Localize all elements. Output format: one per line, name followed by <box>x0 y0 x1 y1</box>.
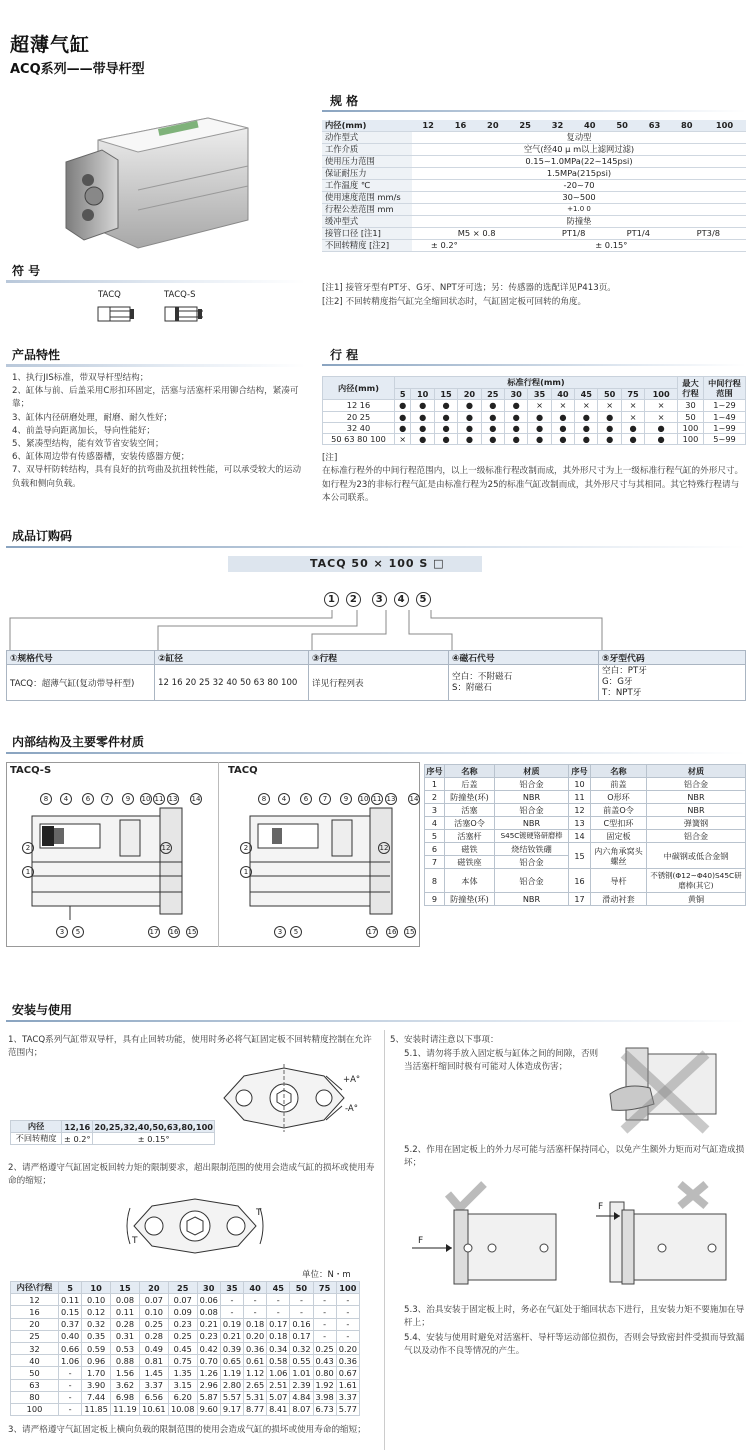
part-callout: 2 <box>240 842 252 854</box>
angle-positive: +A° <box>343 1075 361 1085</box>
stroke-col-header: 15 <box>434 389 457 400</box>
feature-item: 7、双导杆防转结构，具有良好的抗弯曲及抗扭转性能，可以承受较大的运动负载和侧向负载。 <box>12 465 302 489</box>
stroke-row: 20 25 ● ● ● ● ● ● ● ● ● ● × × 50 1~49 <box>323 411 746 422</box>
plate-rotation-diagram <box>214 1062 354 1134</box>
spec-note-2: [注2] 不回转精度指气缸完全缩回状态时，气缸固定板可回转的角度。 <box>322 297 587 307</box>
stroke-col-header: 75 <box>621 389 644 400</box>
stroke-col-header: 100 <box>645 389 678 400</box>
correct-force-diagram <box>408 1180 562 1286</box>
structure-heading: 内部结构及主要零件材质 <box>12 735 145 749</box>
stroke-col-header: 50 <box>598 389 621 400</box>
force-label-correct: F <box>418 1236 424 1246</box>
part-callout: 8 <box>258 793 270 805</box>
part-callout: 5 <box>290 926 302 938</box>
part-callout: 9 <box>122 793 134 805</box>
symbol-label-b: TACQ-S <box>164 290 196 300</box>
part-callout: 12 <box>161 844 171 852</box>
force-label-wrong: F <box>598 1202 604 1212</box>
part-callout: 1 <box>240 866 252 878</box>
torque-row: 40 1.06 0.96 0.88 0.81 0.75 0.70 0.65 0.61 0.58 0.55 0.43 0.36 <box>11 1355 360 1367</box>
part-callout: 7 <box>101 793 113 805</box>
part-callout: 3 <box>56 926 68 938</box>
feature-item: 6、缸体周边带有传感器槽，安装传感器方便； <box>12 452 190 463</box>
order-num: 2 <box>346 592 361 607</box>
cylinder-photo <box>58 100 258 260</box>
part-callout: 11 <box>154 795 164 803</box>
order-code-numbers <box>324 592 431 607</box>
order-num: 1 <box>324 592 339 607</box>
part-callout: 17 <box>149 928 159 936</box>
symbol-tacq-icon <box>96 303 136 328</box>
spec-heading: 规 格 <box>330 94 359 108</box>
stroke-row: 32 40 ● ● ● ● ● ● ● ● ● ● ● ● 100 1~99 <box>323 422 746 433</box>
features-heading: 产品特性 <box>12 348 61 362</box>
part-callout: 1 <box>22 866 34 878</box>
hand-warning-diagram <box>606 1034 726 1138</box>
order-num: 3 <box>372 592 387 607</box>
order-num: 5 <box>416 592 431 607</box>
torque-t-right: T <box>256 1208 262 1218</box>
order-table: ①规格代号 ②缸径 ③行程 ④磁石代号 ⑤牙型代码 TACQ：超薄气缸(复动带导杆型) 12 16 20 25 32 40 50 63 80 100 详见行程列表 空白：不附磁石 S：附磁石 空白：PT牙 G：G牙 T：NPT牙 <box>6 650 746 701</box>
feature-item: 4、前盖导向距离加长，导向性能好； <box>12 425 155 436</box>
torque-row: 80 - 7.44 6.98 6.56 6.20 5.87 5.57 5.31 5.07 4.84 3.98 3.37 <box>11 1391 360 1403</box>
install-p52: 5.2、作用在固定板上的外力尽可能与活塞杆保持同心，以免产生额外力矩而对气缸造成损坏； <box>404 1145 745 1169</box>
part-callout: 14 <box>191 795 201 803</box>
torque-table: 内径\行程 5 10 15 20 25 30 35 40 45 50 75 100 12 0.11 0.10 0.08 0.07 0.07 0.06 - - - - - - 16 0.15 0.12 0.11 0.10 0.09 0.08 - - - - - - 20 0.37 0.32 0.28 0.25 0.23 0.21 0.19 0.18 0.17 0.16 - - 25 0.40 0.35 0.31 0.28 0.25 0.23 0.21 0.20 0.18 0.17 - - 32 0.66 0.59 0.53 0.49 0.45 0.42 0.39 0.36 0.34 0.32 0.25 0.20 40 1.06 0.96 0.88 0.81 0.75 0.70 0.65 0.61 0.58 0.55 0.43 0.36 50 - 1.70 1.56 1.45 1.35 1.26 1.19 1.12 1.06 1.01 0.80 0.67 63 - 3.90 3.62 3.37 3.15 2.96 2.80 2.65 2.51 2.39 1.92 1.61 80 - 7.44 6.98 6.56 6.20 5.87 5.57 5.31 5.07 4.84 3.98 3.37 100 - 11.85 11.19 10.61 10.08 9.60 9.17 8.77 8.41 8.07 6.73 5.77 <box>10 1281 360 1416</box>
torque-row: 16 0.15 0.12 0.11 0.10 0.09 0.08 - - - - - - <box>11 1306 360 1318</box>
feature-item: 2、缸体与前、后盖采用C形扣环固定，活塞与活塞杆采用铆合结构，紧凑可靠； <box>12 386 299 410</box>
spec-table: 内径(mm) 12 16 20 25 32 40 50 63 80 100 动作型式 复动型 工作介质 空气(经40 μ m以上滤网过滤) 使用压力范围 0.15~1.0MPa(22~145psi) 保证耐压力 1.5MPa(215psi) 工作温度 ℃ -20~70 使用速度范围 mm/s 30~500 行程公差范围 mm +1.0 0 缓冲型式 防撞垫 接管口径 [注1] M5 × 0.8 PT1/8 PT1/4 PT3/8 不回转精度 [注2] ± 0.2° ± 0.15° <box>322 120 746 252</box>
stroke-col-header: 5 <box>395 389 411 400</box>
part-callout: 17 <box>367 928 377 936</box>
angle-negative: -A° <box>345 1104 358 1114</box>
part-callout: 9 <box>340 793 352 805</box>
stroke-col-header: 35 <box>528 389 551 400</box>
part-callout: 11 <box>372 795 382 803</box>
part-callout: 4 <box>60 793 72 805</box>
stroke-table: 内径(mm) 标准行程(mm) 最大行程 中间行程范围 5 10 15 20 25 30 35 40 45 50 75 100 12 16 ● ● ● ● ● ● × × × × × × 30 1~29 20 25 ● ● ● ● ● ● ● ● ● ● × × 50 1~49 32 40 ● ● ● ● ● ● ● ● ● ● ● ● 100 1~99 50 63 80 100 × ● ● ● ● ● ● ● ● ● ● ● 100 5~99 <box>322 376 746 445</box>
feature-item: 5、紧凑型结构，能有效节省安装空间； <box>12 439 164 450</box>
torque-row: 50 - 1.70 1.56 1.45 1.35 1.26 1.19 1.12 1.06 1.01 0.80 0.67 <box>11 1367 360 1379</box>
stroke-note: 在标准行程外的中间行程范围内，以上一级标准行程改制而成，其外形尺寸为上一级标准行程气缸的外形尺寸。如行程为23的非标行程气缸是由标准行程为25的标准气缸改制而成，其外形尺寸与其相同。其它特殊行程请与本公司联系。 <box>322 466 744 503</box>
part-callout: 13 <box>386 795 396 803</box>
features-list <box>12 372 308 491</box>
stroke-col-header: 10 <box>411 389 434 400</box>
parts-table: 序号 名称 材质 序号 名称 材质 1 后盖 铝合金 10 前盖 铝合金 2 防撞垫(环) NBR 11 O形环 NBR 3 活塞 铝合金 12 前盖O令 NBR 4 活塞O令 NBR 13 C型扣环 弹簧钢 5 活塞杆 S45C镀硬铬研磨棒 14 固定板 铝合金 6 磁铁 烧结钕铁硼 15 内六角承窝头螺丝 中碳钢或低合金钢 7 磁铁座 铝合金 8 本体 铝合金 16 导杆 不锈钢(Φ12~Φ40)S45C研磨棒(其它) 9 防撞垫(环) NBR 17 滑动衬套 黄铜 <box>424 764 746 906</box>
stroke-row: 50 63 80 100 × ● ● ● ● ● ● ● ● ● ● ● 100 5~99 <box>323 434 746 445</box>
order-heading: 成品订购码 <box>12 529 73 543</box>
part-callout: 15 <box>405 928 415 936</box>
part-callout: 14 <box>409 795 419 803</box>
part-callout: 2 <box>22 842 34 854</box>
feature-item: 1、执行JIS标准，带双导杆型结构； <box>12 373 149 383</box>
part-callout: 8 <box>40 793 52 805</box>
order-connector-lines <box>6 606 746 654</box>
symbol-tacq-s-icon <box>163 303 205 328</box>
structure-label-a: TACQ-S <box>10 765 52 776</box>
stroke-col-header: 40 <box>551 389 574 400</box>
symbol-heading: 符 号 <box>12 264 41 278</box>
torque-row: 32 0.66 0.59 0.53 0.49 0.45 0.42 0.39 0.36 0.34 0.32 0.25 0.20 <box>11 1342 360 1354</box>
stroke-col-header: 25 <box>481 389 504 400</box>
torque-row: 25 0.40 0.35 0.31 0.28 0.25 0.23 0.21 0.20 0.18 0.17 - - <box>11 1330 360 1342</box>
plate-torque-diagram <box>120 1194 270 1260</box>
install-p2: 2、请严格遵守气缸固定板回转力矩的限制要求，超出限制范围的使用会造成气缸的损坏或使用寿命的缩短； <box>8 1163 375 1187</box>
install-p51: 5.1、请勿将手放入固定板与缸体之间的间隙，否则当活塞杆缩回时极有可能对人体造成伤害； <box>404 1049 599 1073</box>
order-code: TACQ 50 × 100 S □ <box>310 557 445 570</box>
stroke-col-header: 45 <box>575 389 598 400</box>
order-num: 4 <box>394 592 409 607</box>
part-callout: 13 <box>168 795 178 803</box>
spec-note-1: [注1] 接管牙型有PT牙、G牙、NPT牙可选；另：传感器的选配详见P413页。 <box>322 283 616 293</box>
part-callout: 10 <box>141 795 151 803</box>
part-callout: 3 <box>274 926 286 938</box>
stroke-heading: 行 程 <box>330 348 359 362</box>
precision-table: 内径 12,16 20,25,32,40,50,63,80,100 不回转精度 ± 0.2° ± 0.15° <box>10 1120 215 1145</box>
stroke-row: 12 16 ● ● ● ● ● ● × × × × × × 30 1~29 <box>323 400 746 411</box>
install-p5: 5、安装时请注意以下事项： <box>390 1035 499 1045</box>
symbol-label-a: TACQ <box>98 290 121 300</box>
part-callout: 16 <box>169 928 179 936</box>
torque-unit: 单位：N・m <box>302 1270 351 1280</box>
page-subtitle: ACQ系列——带导杆型 <box>10 62 145 77</box>
install-p3: 3、请严格遵守气缸固定板上横向负载的限制范围的使用会造成气缸的损坏或使用寿命的缩短； <box>8 1425 366 1435</box>
torque-row: 63 - 3.90 3.62 3.37 3.15 2.96 2.80 2.65 2.51 2.39 1.92 1.61 <box>11 1379 360 1391</box>
install-p53: 5.3、治具安装于固定板上时，务必在气缸处于缩回状态下进行，且安装力矩不要施加在导杆上； <box>404 1305 745 1329</box>
torque-t-left: T <box>132 1236 138 1246</box>
part-callout: 7 <box>319 793 331 805</box>
torque-row: 100 - 11.85 11.19 10.61 10.08 9.60 9.17 8.77 8.41 8.07 6.73 5.77 <box>11 1403 360 1415</box>
stroke-col-header: 30 <box>504 389 527 400</box>
structure-label-b: TACQ <box>228 765 258 776</box>
part-callout: 16 <box>387 928 397 936</box>
torque-row: 12 0.11 0.10 0.08 0.07 0.07 0.06 - - - - - - <box>11 1294 360 1306</box>
torque-row: 20 0.37 0.32 0.28 0.25 0.23 0.21 0.19 0.18 0.17 0.16 - - <box>11 1318 360 1330</box>
part-callout: 4 <box>278 793 290 805</box>
part-callout: 6 <box>82 793 94 805</box>
install-p1: 1、TACQ系列气缸带双导杆，具有止回转功能，使用时务必将气缸固定板不回转精度控制在允许范围内； <box>8 1035 372 1059</box>
stroke-col-header: 20 <box>458 389 481 400</box>
part-callout: 12 <box>379 844 389 852</box>
part-callout: 10 <box>359 795 369 803</box>
part-callout: 15 <box>187 928 197 936</box>
part-callout: 6 <box>300 793 312 805</box>
part-callout: 5 <box>72 926 84 938</box>
wrong-force-diagram <box>590 1180 746 1286</box>
install-p54: 5.4、安装与使用时避免对活塞杆、导杆等运动部位损伤，否则会导致密封件受损而导致漏气以及动作不良等情况的产生。 <box>404 1333 745 1357</box>
stroke-note-head: [注] <box>322 453 338 463</box>
feature-item: 3、缸体内径研磨处理，耐磨、耐久性好； <box>12 412 173 423</box>
install-heading: 安装与使用 <box>12 1003 73 1017</box>
page-title: 超薄气缸 <box>10 34 91 56</box>
